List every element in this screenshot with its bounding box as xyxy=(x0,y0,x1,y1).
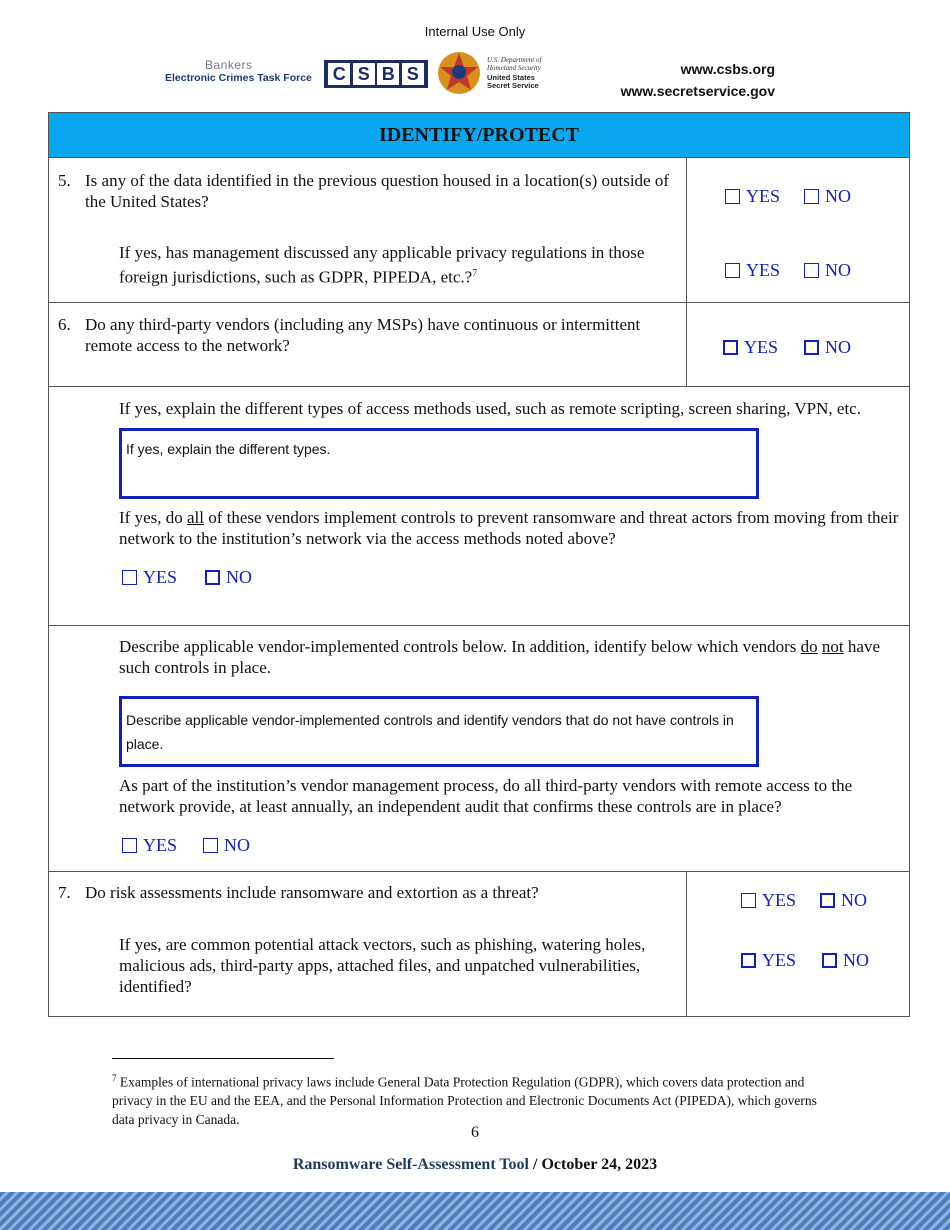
yes-checkbox[interactable] xyxy=(741,893,756,908)
yes-checkbox[interactable] xyxy=(122,570,137,585)
answer-row xyxy=(725,260,851,281)
answer-row xyxy=(741,890,867,911)
no-checkbox[interactable] xyxy=(203,838,218,853)
footnote-divider xyxy=(112,1058,334,1059)
ectf-logo-main: Electronic Crimes Task Force xyxy=(165,72,312,84)
vendor-controls-input[interactable]: Describe applicable vendor-implemented controls and identify vendors that do not have controls in place. xyxy=(119,696,759,767)
footer xyxy=(0,1156,950,1174)
question-number: 7. xyxy=(58,883,71,902)
question-text: Do any third-party vendors (including any MSPs) have continuous or intermittent remote access to the network? xyxy=(85,315,641,355)
question-sub-text: If yes, has management discussed any applicable privacy regulations in those foreign jurisdictions, such as GDPR, PIPEDA, etc.? xyxy=(119,243,645,287)
question-number: 5. xyxy=(58,171,71,190)
no-label: NO xyxy=(224,835,251,855)
describe-do: do xyxy=(800,637,818,656)
yes-label: YES xyxy=(143,835,178,855)
yes-label: YES xyxy=(746,186,781,206)
csbs-link[interactable]: www.csbs.org xyxy=(680,61,775,77)
all-vendors-text-2: of these vendors implement controls to prevent ransomware and threat actors from moving from their network to the institution’s network via the access methods noted above? xyxy=(119,508,899,548)
explain-text: If yes, explain the different types of access methods used, such as remote scripting, screen sharing, VPN, etc. xyxy=(119,399,861,418)
yes-checkbox[interactable] xyxy=(741,953,756,968)
footnote-text: Examples of international privacy laws include General Data Protection Regulation (GDPR), which covers data protection and privacy in the EU and the EEA, and the Personal Information Protection and Electronic Documents Act (PIPEDA), which governs data privacy in Canada. xyxy=(112,1074,817,1127)
describe-text-2: have such controls in place. xyxy=(119,637,880,677)
yes-label: YES xyxy=(762,950,797,970)
answer-cell-6 xyxy=(687,303,910,387)
no-label: NO xyxy=(825,260,852,280)
answer-cell-7 xyxy=(687,872,910,1017)
question-7 xyxy=(49,872,687,1017)
no-checkbox[interactable] xyxy=(804,263,819,278)
no-checkbox[interactable] xyxy=(804,189,819,204)
footer-date: October 24, 2023 xyxy=(541,1156,658,1173)
yes-label: YES xyxy=(744,337,779,357)
answer-row xyxy=(725,186,851,207)
question-6-vendor-controls xyxy=(49,626,910,872)
footer-separator: / xyxy=(529,1156,542,1173)
footnote-ref[interactable]: 7 xyxy=(472,268,478,279)
classification-label: Internal Use Only xyxy=(424,24,526,39)
no-label: NO xyxy=(843,950,870,970)
question-5-sub xyxy=(119,242,676,288)
question-7-sub: If yes, are common potential attack vectors, such as phishing, watering holes, malicious ads, third-party apps, attached files, and unpatched vulnerabilities, identified? xyxy=(119,935,646,996)
secret-service-text: United States Secret Service xyxy=(487,73,539,90)
page-number: 6 xyxy=(471,1124,479,1141)
ectf-logo xyxy=(165,58,315,88)
describe-text-1: Describe applicable vendor-implemented controls below. In addition, identify below which vendors xyxy=(119,637,801,656)
no-checkbox[interactable] xyxy=(822,953,837,968)
access-methods-input[interactable]: If yes, explain the different types. xyxy=(119,428,759,499)
question-6-access-methods xyxy=(49,387,910,626)
no-checkbox[interactable] xyxy=(205,570,220,585)
footnote xyxy=(112,1069,832,1129)
all-vendors-question xyxy=(119,507,899,549)
yes-label: YES xyxy=(762,890,797,910)
yes-label: YES xyxy=(746,260,781,280)
answer-row xyxy=(122,567,909,588)
answer-row xyxy=(122,835,909,856)
csbs-letter: S xyxy=(402,63,424,85)
yes-checkbox[interactable] xyxy=(725,189,740,204)
yes-checkbox[interactable] xyxy=(725,263,740,278)
question-6 xyxy=(49,303,687,387)
no-checkbox[interactable] xyxy=(820,893,835,908)
csbs-letter: S xyxy=(353,63,375,85)
no-label: NO xyxy=(825,337,852,357)
secret-service-logo xyxy=(437,50,547,98)
answer-row xyxy=(741,950,869,971)
answer-row xyxy=(723,337,851,358)
yes-checkbox[interactable] xyxy=(723,340,738,355)
describe-controls-question xyxy=(119,636,899,678)
csbs-logo xyxy=(324,60,428,88)
answer-cell-5 xyxy=(687,158,910,303)
footer-stripe xyxy=(0,1192,950,1230)
question-text: Do risk assessments include ransomware and extortion as a threat? xyxy=(85,883,539,902)
header-links xyxy=(621,58,775,102)
question-number: 6. xyxy=(58,315,71,334)
audit-question: As part of the institution’s vendor management process, do all third-party vendors with remote access to the network provide, at least annually, an independent audit that confirms these controls are in place? xyxy=(119,776,853,816)
csbs-letter: B xyxy=(377,63,399,85)
no-checkbox[interactable] xyxy=(804,340,819,355)
secret-service-star-icon xyxy=(437,50,481,96)
no-label: NO xyxy=(841,890,868,910)
section-title: IDENTIFY/PROTECT xyxy=(49,113,910,158)
footnote-number: 7 xyxy=(112,1073,117,1083)
secret-service-link[interactable]: www.secretservice.gov xyxy=(620,83,775,99)
question-text: Is any of the data identified in the previous question housed in a location(s) outside of the United States? xyxy=(85,171,670,211)
yes-checkbox[interactable] xyxy=(122,838,137,853)
describe-not: not xyxy=(821,637,844,656)
assessment-table xyxy=(48,112,910,1017)
no-label: NO xyxy=(226,567,253,587)
footer-title: Ransomware Self-Assessment Tool xyxy=(292,1156,529,1173)
question-5 xyxy=(49,158,687,303)
csbs-letter: C xyxy=(328,63,350,85)
all-vendors-text-1: If yes, do xyxy=(119,508,187,527)
yes-label: YES xyxy=(143,567,178,587)
dhs-text: U.S. Department of Homeland Security xyxy=(487,56,542,72)
all-emphasis: all xyxy=(186,508,204,527)
no-label: NO xyxy=(825,186,852,206)
ectf-logo-top: Bankers xyxy=(205,58,253,72)
